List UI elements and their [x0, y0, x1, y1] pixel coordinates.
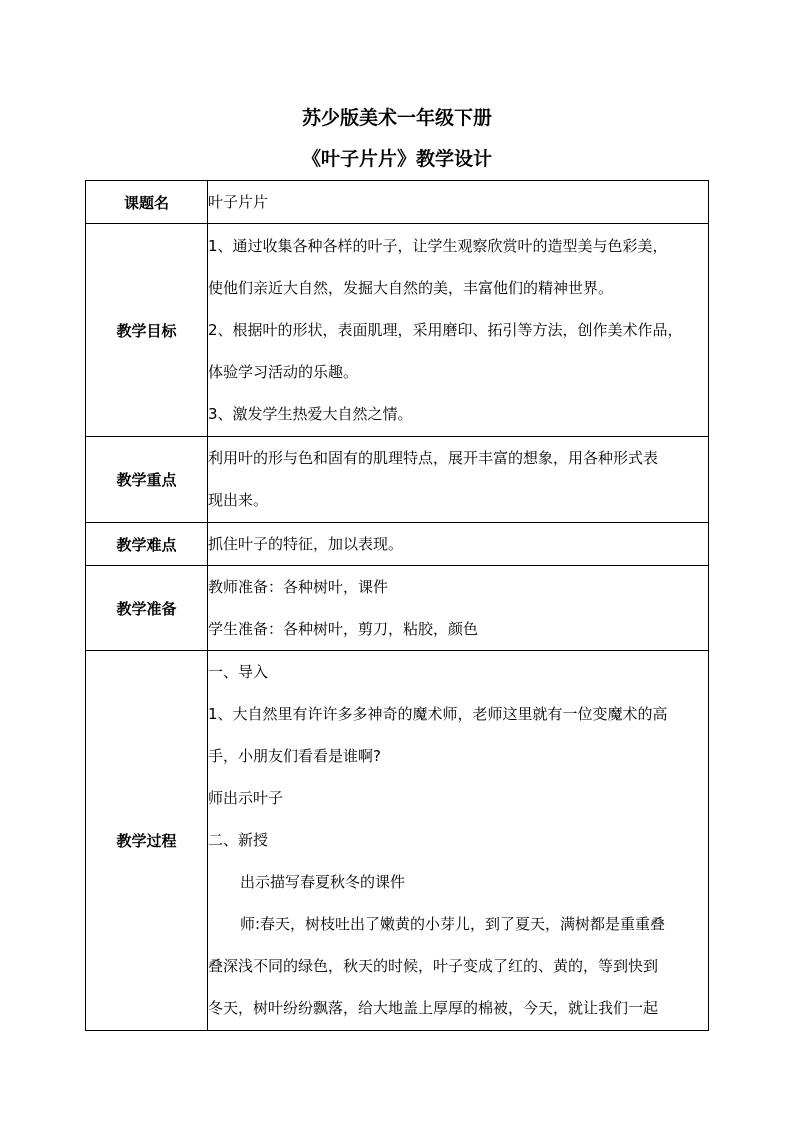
content-line: 手，小朋友们看看是谁啊? [208, 747, 381, 765]
content-line: 3、激发学生热爱大自然之情。 [208, 405, 413, 423]
content-line: 学生准备：各种树叶，剪刀，粘胶，颜色 [208, 620, 479, 638]
row-label-process: 教学过程 [86, 651, 208, 1031]
content-line: 一、导入 [208, 663, 269, 681]
table-row [86, 181, 709, 224]
document-title: 苏少版美术一年级下册 [301, 107, 492, 129]
table-row [86, 437, 709, 523]
row-label-key-points: 教学重点 [86, 437, 208, 523]
content-line: 师:春天，树枝吐出了嫩黄的小芽儿，到了夏天，满树都是重重叠 [240, 915, 666, 933]
content-line: 冬天，树叶纷纷飘落，给大地盖上厚厚的棉被，今天，就让我们一起 [208, 999, 659, 1017]
content-line: 叶子片片 [208, 193, 269, 211]
row-label-topic: 课题名 [86, 181, 208, 224]
content-line: 现出来。 [208, 491, 269, 509]
content-line: 使他们亲近大自然，发掘大自然的美，丰富他们的精神世界。 [208, 279, 614, 297]
content-line: 利用叶的形与色和固有的肌理特点，展开丰富的想象，用各种形式表 [208, 449, 659, 467]
content-line: 1、通过收集各种各样的叶子，让学生观察欣赏叶的造型美与色彩美， [208, 237, 668, 255]
table-row [86, 224, 709, 437]
document-subtitle: 《叶子片片》教学设计 [301, 148, 492, 170]
content-line: 2、根据叶的形状，表面肌理，采用磨印、拓引等方法，创作美术作品， [208, 321, 683, 339]
content-line: 叠深浅不同的绿色，秋天的时候，叶子变成了红的、黄的，等到快到 [208, 957, 659, 975]
row-label-difficulties: 教学难点 [86, 523, 208, 566]
row-content-preparation [208, 566, 709, 651]
content-line: 体验学习活动的乐趣。 [208, 363, 359, 381]
content-line: 师出示叶子 [208, 789, 284, 807]
row-content-key-points [208, 437, 709, 523]
content-line: 教师准备：各种树叶，课件 [208, 578, 389, 596]
row-label-objectives: 教学目标 [86, 224, 208, 437]
row-label-preparation: 教学准备 [86, 566, 208, 651]
content-line: 二、新授 [208, 831, 269, 849]
table-row [86, 566, 709, 651]
row-content-difficulties [208, 523, 709, 566]
row-content-objectives [208, 224, 709, 437]
row-content-process [208, 651, 709, 1031]
content-line: 1、大自然里有许许多多神奇的魔术师，老师这里就有一位变魔术的高 [208, 705, 668, 723]
content-line: 出示描写春夏秋冬的课件 [240, 873, 406, 891]
lesson-plan-table [85, 180, 709, 1031]
table-row [86, 523, 709, 566]
row-content-topic [208, 181, 709, 224]
content-line: 抓住叶子的特征，加以表现。 [208, 535, 404, 553]
table-row [86, 651, 709, 1031]
